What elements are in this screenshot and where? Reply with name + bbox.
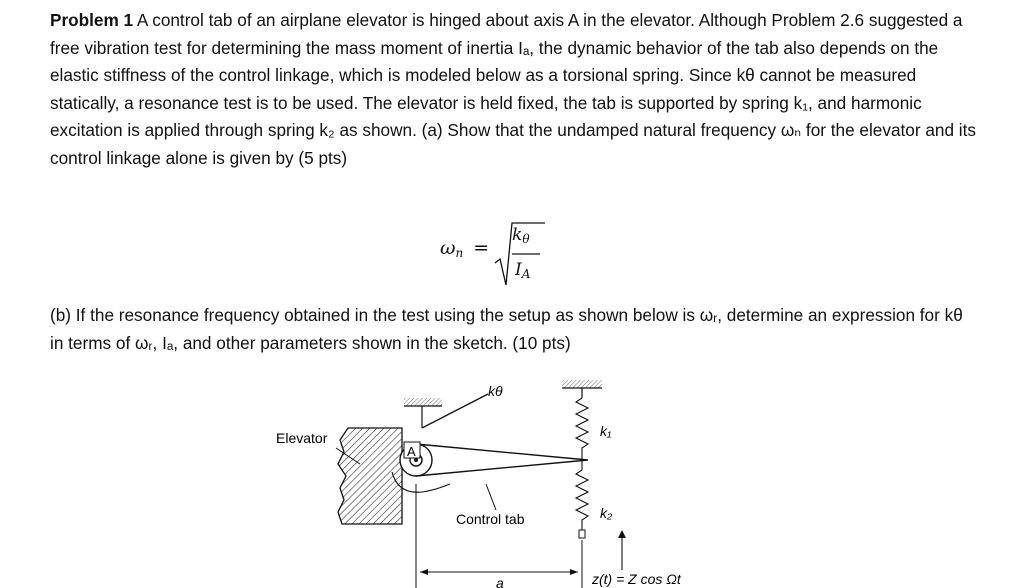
elevator-tab-sketch <box>270 372 730 588</box>
a-label: a <box>496 575 504 588</box>
force-label: z(t) = Z cos Ωt <box>592 571 681 587</box>
elevator-body <box>338 428 402 524</box>
fraction-denominator: $I_A$ <box>515 260 531 281</box>
equation-lhs: $\omega_n$ = <box>440 237 490 260</box>
spring-k2 <box>576 460 588 532</box>
k-theta-label: kθ <box>488 383 503 399</box>
control-tab-label: Control tab <box>456 511 525 527</box>
elevator-label: Elevator <box>276 430 328 446</box>
fraction-numerator: $k_\theta$ <box>512 225 530 246</box>
natural-frequency-equation <box>440 215 600 290</box>
k1-ground <box>562 380 602 388</box>
control-tab <box>416 444 588 476</box>
problem-statement <box>50 7 980 173</box>
problem-label: Problem 1 <box>50 10 134 30</box>
problem-intro: A control tab of an airplane elevator is hinged about axis A in the elevator. Although Problem 2.6 suggested a free vibration test for determining the mass moment of inertia Iₐ, the dynamic behavior of the tab also depends on the elastic stiffness of the control linkage, which is modeled below as a torsional spring. Since kθ cannot be measured statically, a resonance test is to be used. The elevator is held fixed, the tab is supported by spring k₁, and harmonic excitation is applied through spring k₂ as shown. (a) Show that the undamped natural frequency ωₙ for the elevator and its control linkage alone is given by (5 pts) <box>50 10 976 168</box>
k-theta-ground <box>404 398 442 406</box>
k1-label: k₁ <box>600 423 612 439</box>
hinge-label: A <box>407 444 416 459</box>
k2-label: k₂ <box>600 505 613 521</box>
part-b-statement: (b) If the resonance frequency obtained in the test using the setup as shown below is ωᵣ, determine an expression for kθ in terms of ωᵣ, Iₐ, and other parameters shown in the sketch. (10 pts) <box>50 305 963 353</box>
spring-k1 <box>576 398 588 460</box>
